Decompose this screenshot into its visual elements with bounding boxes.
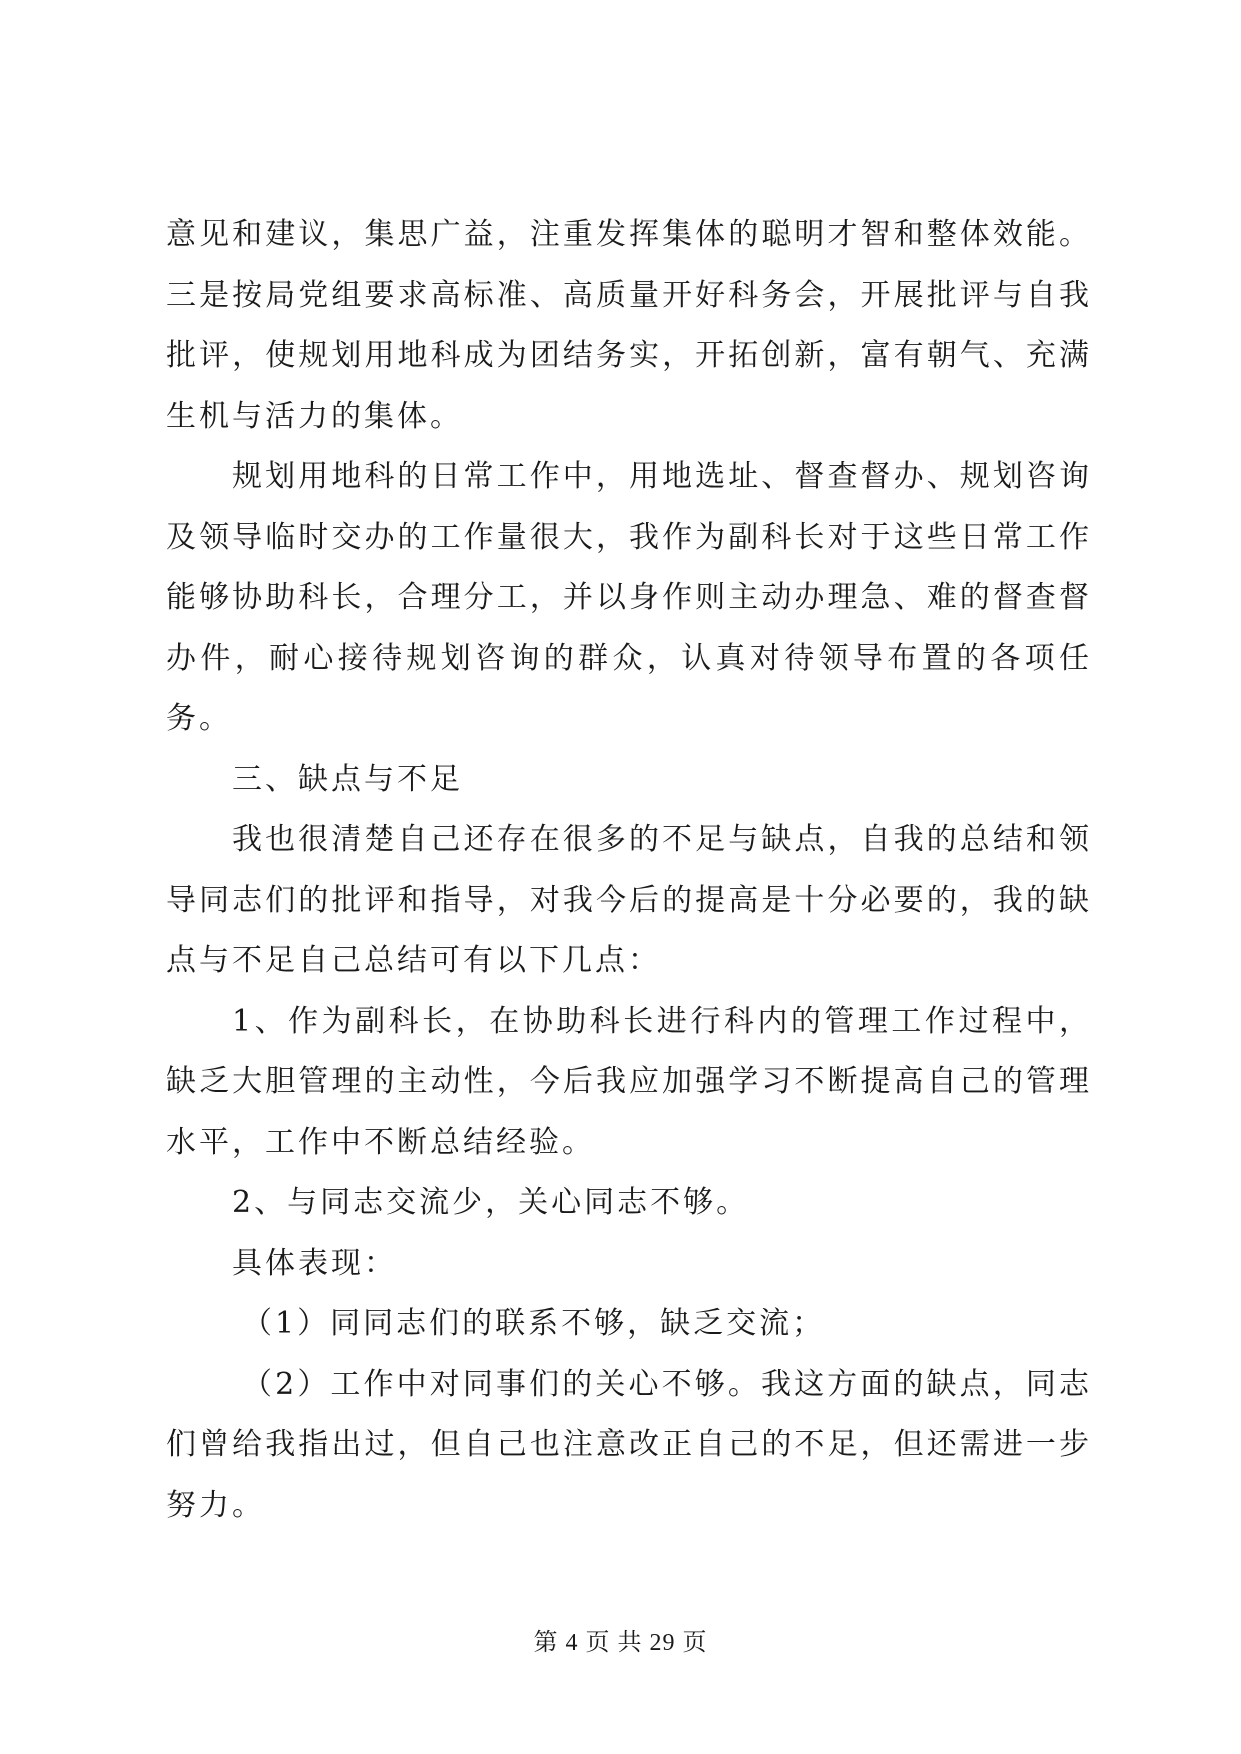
page-footer: 第 4 页 共 29 页: [533, 1630, 708, 1656]
paragraph-specific-performance: 具体表现：: [232, 1245, 397, 1281]
paragraph-continuation: 意见和建议，集思广益，注重发挥集体的聪明才智和整体效能。三是按局党组要求高标准、高质量开好科务会，开展批评与自我批评，使规划用地科成为团结务实，开拓创新，富有朝气、充满生机与活力的集体。: [166, 217, 1092, 434]
sub-item-1: （1）同同志们的联系不够，缺乏交流；: [242, 1306, 826, 1341]
list-item-2: 2、与同志交流少，关心同志不够。: [232, 1185, 750, 1220]
list-item-1: 1、作为副科长，在协助科长进行科内的管理工作过程中，缺乏大胆管理的主动性，今后我应加强学习不断提高自己的管理水平，工作中不断总结经验。: [166, 1003, 1092, 1160]
sub-item-2: （2）工作中对同事们的关心不够。我这方面的缺点，同志们曾给我指出过，但自己也注意改正自己的不足，但还需进一步努力。: [166, 1366, 1092, 1523]
paragraph-daily-work: 规划用地科的日常工作中，用地选址、督查督办、规划咨询及领导临时交办的工作量很大，我作为副科长对于这些日常工作能够协助科长，合理分工，并以身作则主动办理急、难的督查督办件，耐心接待规划咨询的群众，认真对待领导布置的各项任务。: [166, 459, 1092, 736]
document-body: [166, 205, 1092, 1536]
section-heading-shortcomings: 三、缺点与不足: [232, 761, 463, 797]
paragraph-shortcomings-intro: 我也很清楚自己还存在很多的不足与缺点，自我的总结和领导同志们的批评和指导，对我今后的提高是十分必要的，我的缺点与不足自己总结可有以下几点：: [166, 822, 1092, 978]
